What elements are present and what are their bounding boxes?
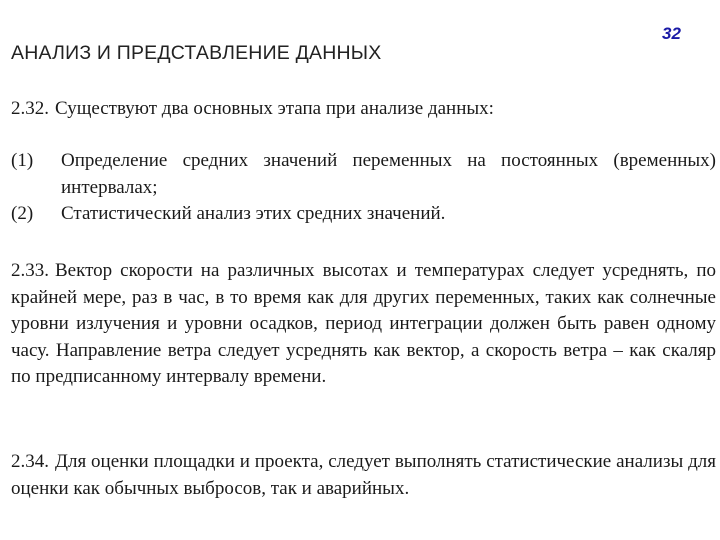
steps-list <box>11 148 716 228</box>
section-number: 2.32. <box>11 98 49 119</box>
section-text: Для оценки площадки и проекта, следует выполнять статистические анализы для оценки как обычных выбросов, так и аварийных. <box>11 451 716 499</box>
section-2-33 <box>11 258 716 391</box>
list-marker: (2) <box>11 203 34 224</box>
page-number: 32 <box>662 24 681 43</box>
list-marker: (1) <box>11 150 34 171</box>
section-2-34 <box>11 449 716 502</box>
list-item-text: Статистический анализ этих средних значений. <box>61 203 446 224</box>
section-text: Существуют два основных этапа при анализе данных: <box>55 98 494 119</box>
section-number: 2.33. <box>11 260 49 281</box>
list-item-text: Определение средних значений переменных на постоянных (временных) интервалах; <box>61 150 716 198</box>
section-text: Вектор скорости на различных высотах и температурах следует усреднять, по крайней мере, раз в час, в то время как для других переменных, таких как солнечные уровни излучения и уровни осадков, период интеграции должен быть равен одному часу. Направление ветра следует усреднять как вектор, а скорость ветра – как скаляр по предписанному интервалу времени. <box>11 260 716 387</box>
section-number: 2.34. <box>11 451 49 472</box>
list-item <box>11 148 716 201</box>
section-2-32 <box>11 96 716 123</box>
list-item <box>11 201 716 228</box>
page-title: АНАЛИЗ И ПРЕДСТАВЛЕНИЕ ДАННЫХ <box>11 42 382 64</box>
